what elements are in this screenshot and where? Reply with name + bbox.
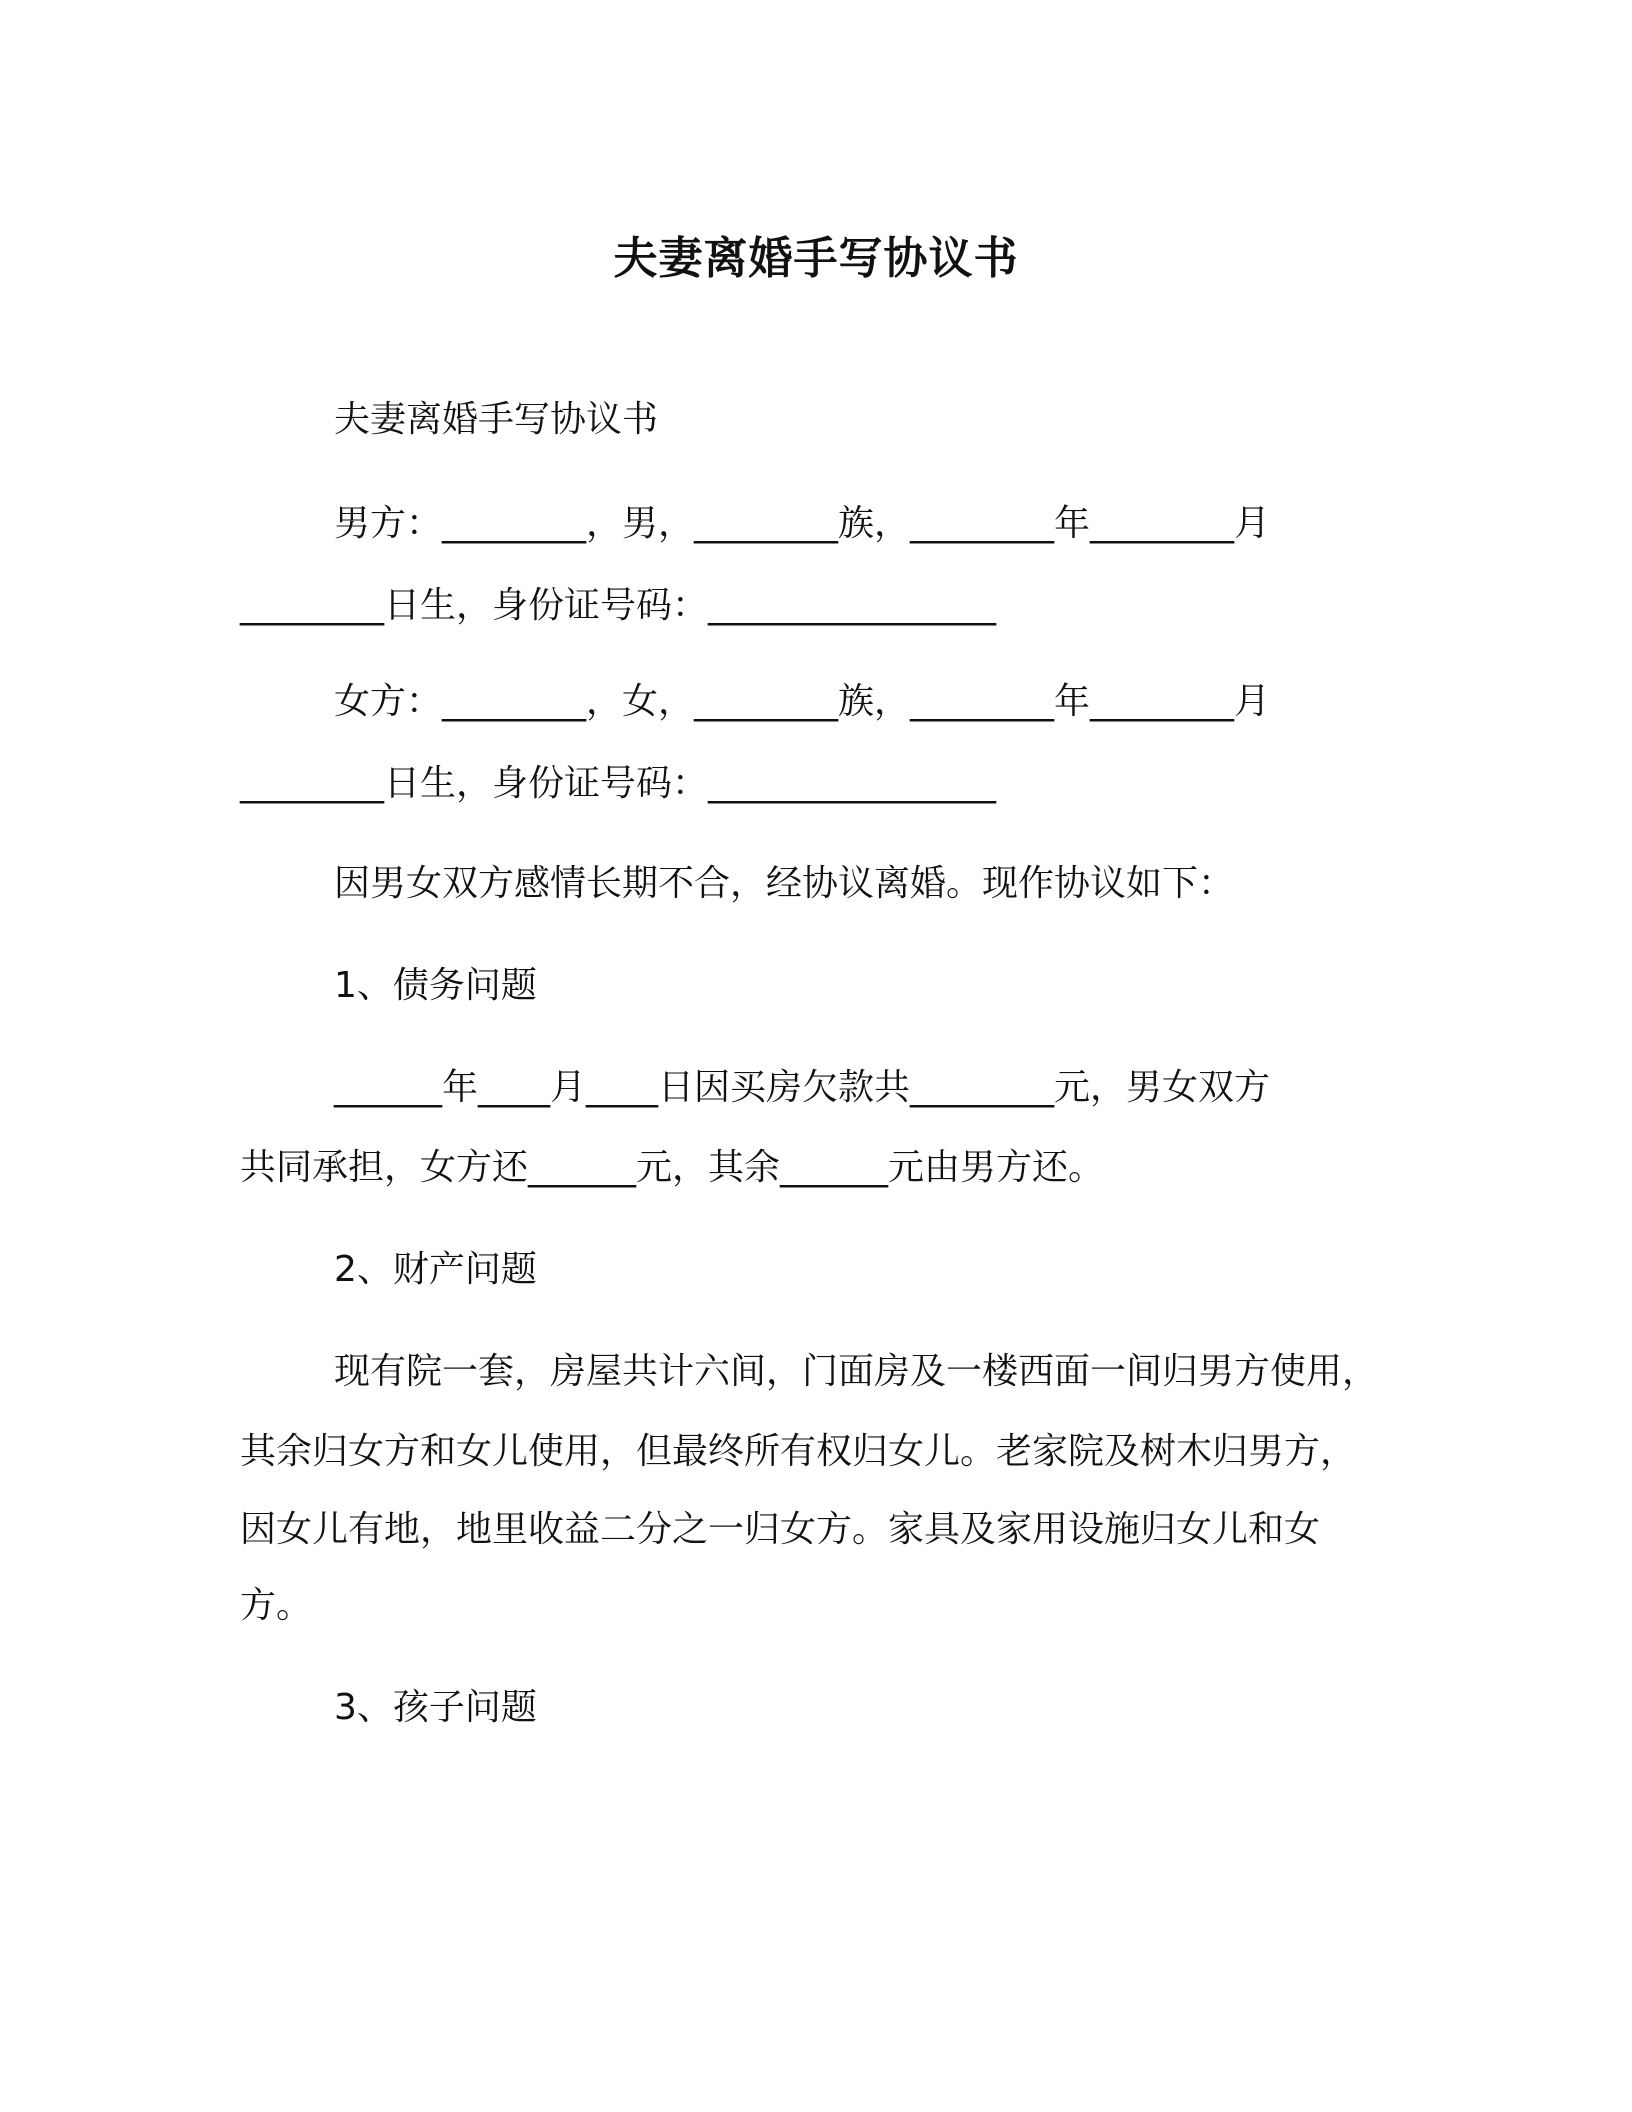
property-paragraph-line-2: 其余归女方和女儿使用，但最终所有权归女儿。老家院及树木归男方， [240,1431,1357,1472]
document-title: 夫妻离婚手写协议书 [613,233,1019,284]
intro-paragraph: 因男女双方感情长期不合，经协议离婚。现作协议如下： [334,863,1235,904]
female-party-line-1: 女方：________，女，________族，________年________月 [334,681,1271,722]
female-party-line-2: ________日生，身份证号码：________________ [240,763,997,804]
property-paragraph-line-3: 因女儿有地，地里收益二分之一归女方。家具及家用设施归女儿和女 [240,1509,1321,1550]
male-party-line-1: 男方：________，男，________族，________年________月 [334,503,1271,544]
male-party-line-2: ________日生，身份证号码：________________ [240,585,997,626]
property-paragraph-line-1: 现有院一套，房屋共计六间，门面房及一楼西面一间归男方使用， [334,1351,1379,1392]
section-heading-property: 2、财产问题 [334,1249,537,1290]
debt-paragraph-line-2: 共同承担，女方还______元，其余______元由男方还。 [240,1147,1105,1188]
section-heading-children: 3、孩子问题 [334,1687,537,1728]
property-paragraph-line-4: 方。 [240,1585,313,1626]
section-heading-debt: 1、债务问题 [334,965,537,1006]
subtitle-line: 夫妻离婚手写协议书 [334,399,659,440]
debt-paragraph-line-1: ______年____月____日因买房欠款共________元，男女双方 [334,1067,1271,1108]
